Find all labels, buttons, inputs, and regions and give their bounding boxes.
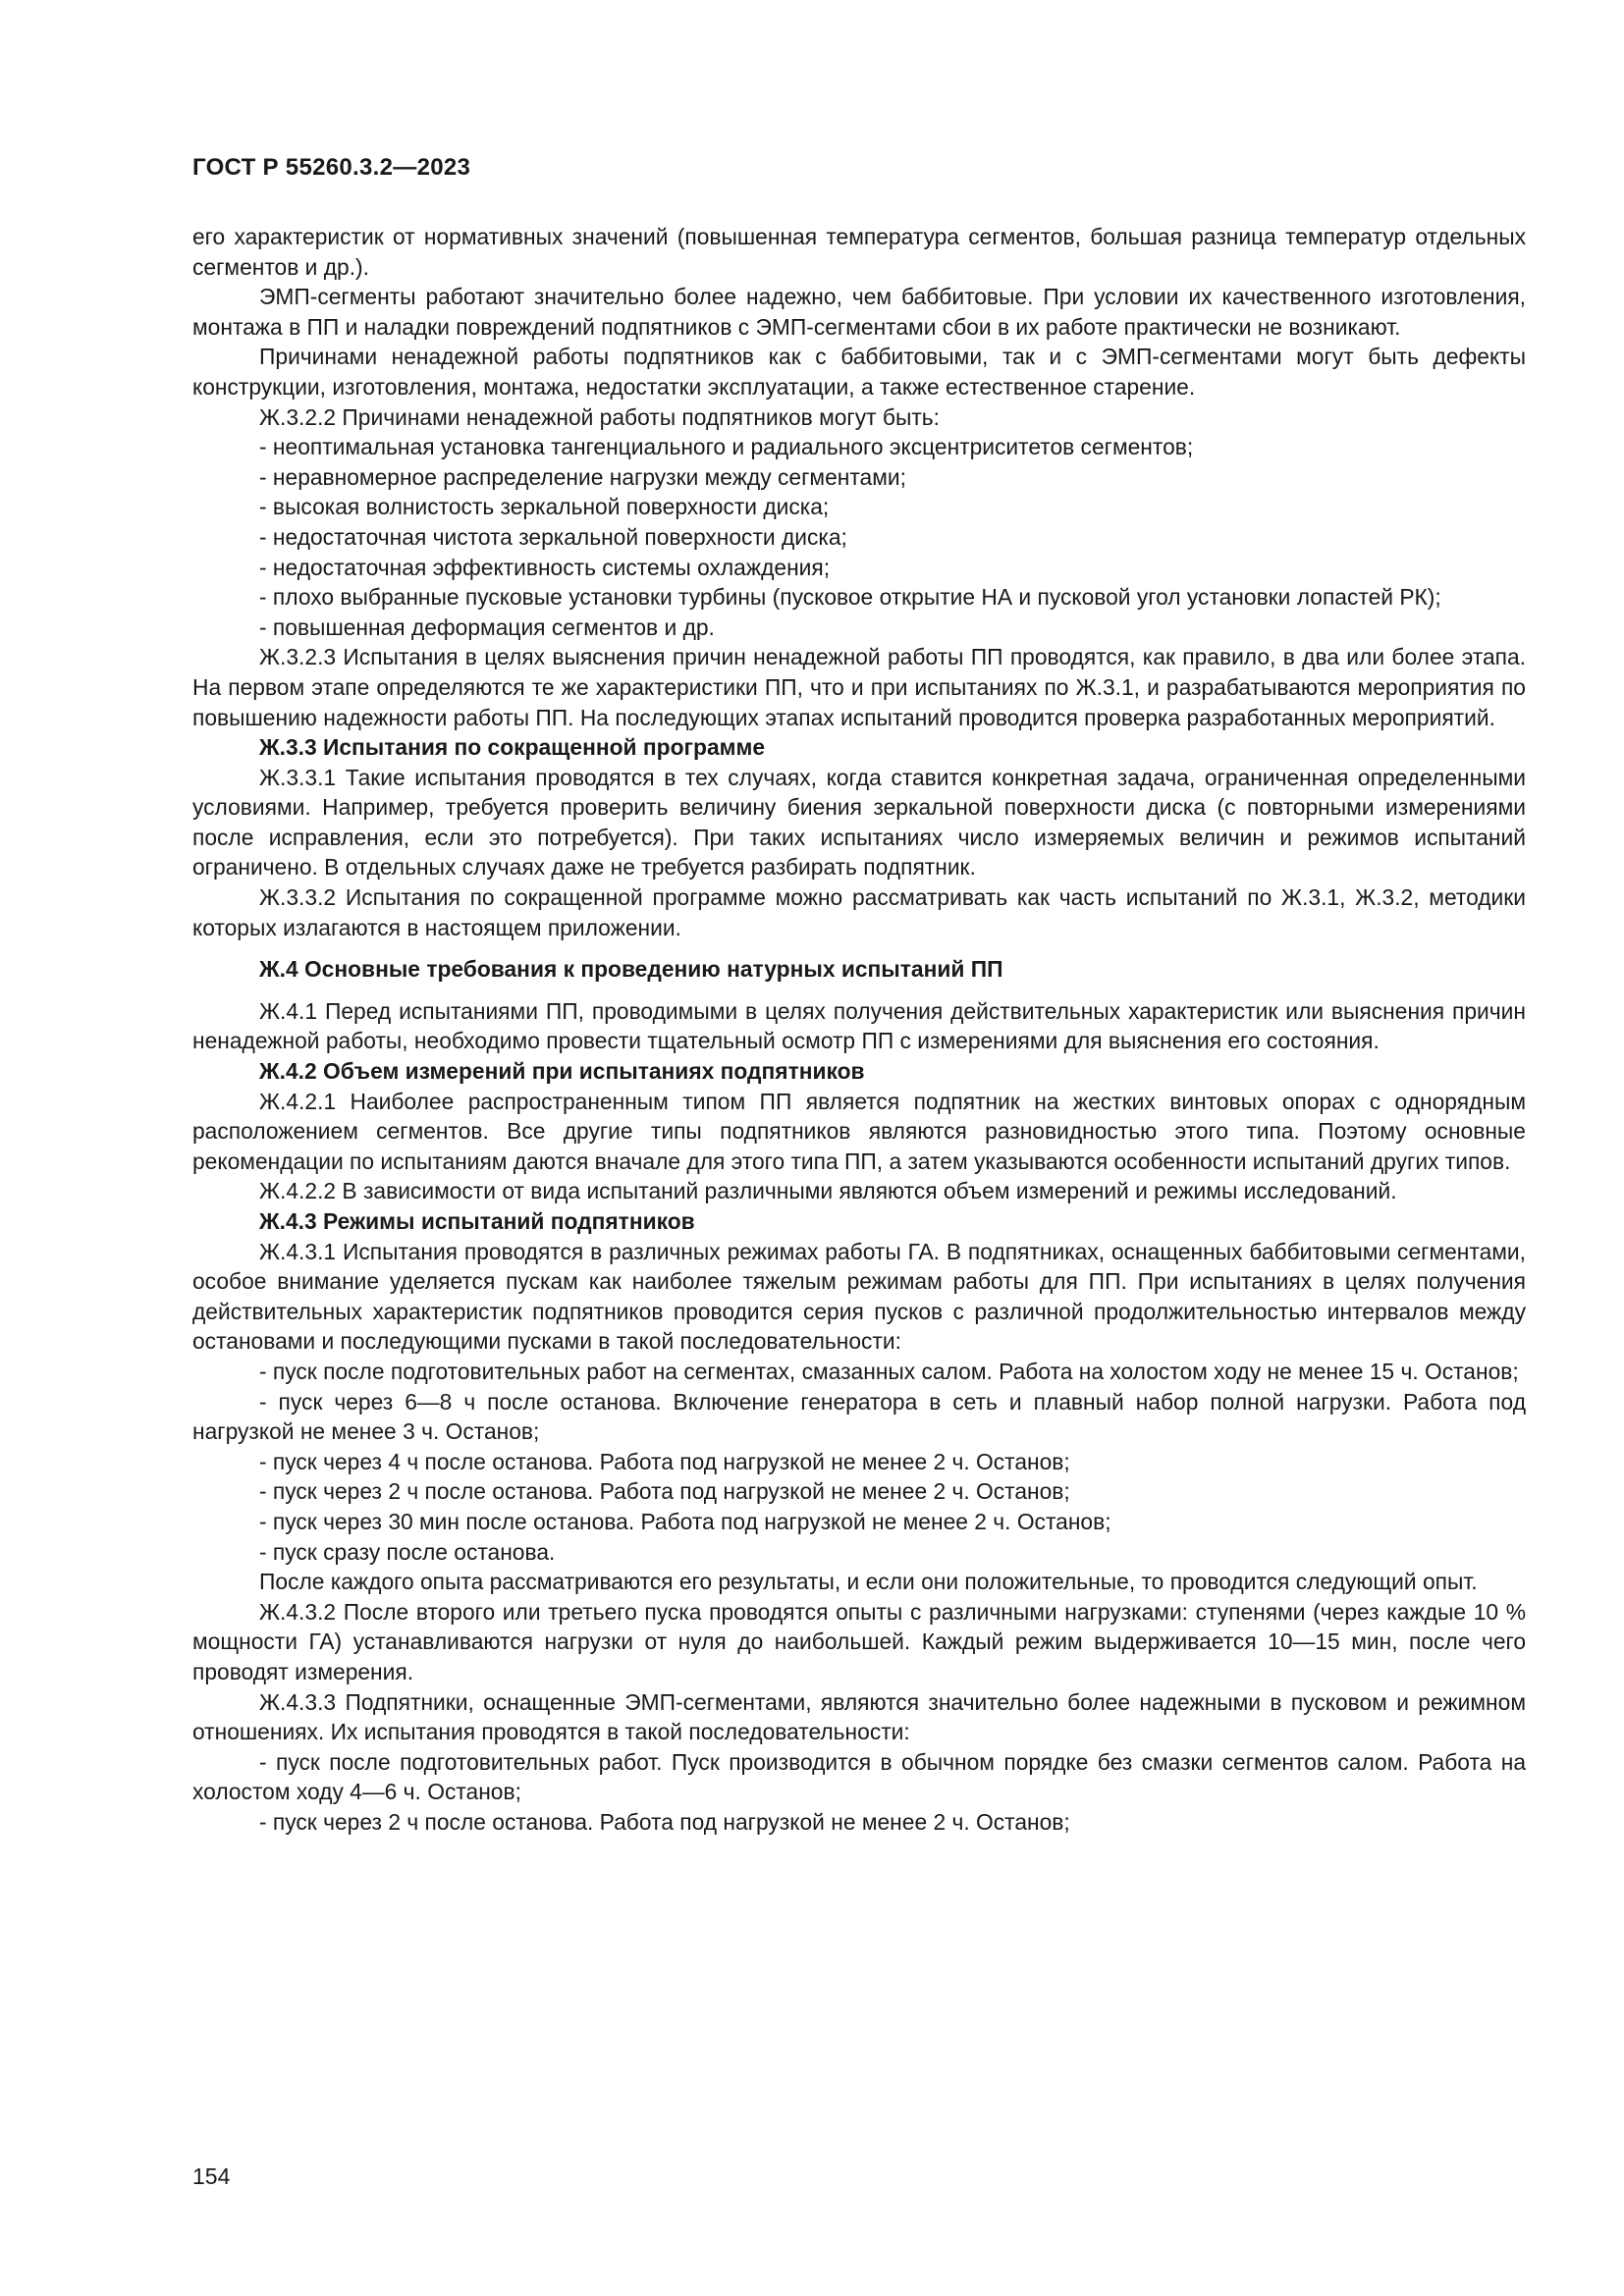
- page-number: 154: [192, 2163, 231, 2189]
- paragraph: Ж.4.3.3 Подпятники, оснащенные ЭМП-сегментами, являются значительно более надежными в пусковом и режимном отношениях. Их испытания проводятся в такой последовательности:: [192, 1688, 1526, 1745]
- paragraph: После каждого опыта рассматриваются его результаты, и если они положительные, то проводится следующий опыт.: [259, 1569, 1478, 1595]
- paragraph: Ж.4.2.2 В зависимости от вида испытаний различными являются объем измерений и режимы исследований.: [259, 1178, 1397, 1204]
- paragraph: - недостаточная эффективность системы охлаждения;: [259, 554, 831, 580]
- paragraph: Ж.3.2.3 Испытания в целях выяснения причин ненадежной работы ПП проводятся, как правило, в два или более этапа. На первом этапе определяются те же характеристики ПП, что и при испытаниях по Ж.3.1, и разрабатываются мероприятия по повышению надежности работы ПП. На последующих этапах испытаний проводится проверка разработанных мероприятий.: [192, 644, 1526, 730]
- paragraph: - неравномерное распределение нагрузки между сегментами;: [259, 463, 906, 490]
- paragraph: Ж.4.3.1 Испытания проводятся в различных режимах работы ГА. В подпятниках, оснащенных баббитовыми сегментами, особое внимание уделяется пускам как наиболее тяжелым режимам работы для ПП. При испытаниях в целях получения действительных характеристик подпятников проводится серия пусков с различной продолжительностью интервалов между остановами и последующими пусками в такой последовательности:: [192, 1238, 1526, 1355]
- paragraph: - пуск сразу после останова.: [259, 1538, 556, 1565]
- paragraph: - пуск после подготовительных работ. Пуск производится в обычном порядке без смазки сегментов салом. Работа на холостом ходу 4—6 ч. Останов;: [192, 1748, 1526, 1805]
- paragraph: - плохо выбранные пусковые установки турбины (пусковое открытие НА и пусковой угол установки лопастей РК);: [259, 584, 1441, 611]
- paragraph: - пуск после подготовительных работ на сегментах, смазанных салом. Работа на холостом ходу не менее 15 ч. Останов;: [259, 1358, 1519, 1384]
- paragraph: - пуск через 4 ч после останова. Работа под нагрузкой не менее 2 ч. Останов;: [259, 1448, 1070, 1474]
- paragraph: - высокая волнистость зеркальной поверхности диска;: [259, 494, 830, 520]
- paragraph: Ж.3.3.2 Испытания по сокращенной программе можно рассматривать как часть испытаний по Ж.3.1, Ж.3.2, методики которых излагаются в настоящем приложении.: [192, 884, 1526, 940]
- paragraph: Ж.4.1 Перед испытаниями ПП, проводимыми в целях получения действительных характеристик или выяснения причин ненадежной работы, необходимо провести тщательный осмотр ПП с измерениями для выяснения его состояния.: [192, 997, 1526, 1054]
- paragraph: его характеристик от нормативных значений (повышенная температура сегментов, большая разница температур отдельных сегментов и др.).: [192, 224, 1526, 280]
- paragraph: ЭМП-сегменты работают значительно более надежно, чем баббитовые. При условии их качественного изготовления, монтажа в ПП и наладки повреждений подпятников с ЭМП-сегментами сбои в их работе практически не возникают.: [192, 284, 1526, 340]
- section-heading: Ж.4.3 Режимы испытаний подпятников: [259, 1208, 695, 1234]
- section-heading: Ж.3.3 Испытания по сокращенной программе: [259, 734, 766, 761]
- section-heading: Ж.4.2 Объем измерений при испытаниях подпятников: [259, 1058, 865, 1085]
- section-heading: Ж.4 Основные требования к проведению натурных испытаний ПП: [259, 956, 1003, 983]
- paragraph: Ж.4.3.2 После второго или третьего пуска проводятся опыты с различными нагрузками: ступенями (через каждые 10 % мощности ГА) устанавливаются нагрузки от нуля до наибольшей. Каждый режим выдерживается 10—15 мин, после чего проводят измерения.: [192, 1598, 1526, 1684]
- paragraph: Причинами ненадежной работы подпятников как с баббитовыми, так и с ЭМП-сегментами могут быть дефекты конструкции, изготовления, монтажа, недостатки эксплуатации, а также естественное старение.: [192, 344, 1526, 400]
- paragraph: - неоптимальная установка тангенциального и радиального эксцентриситетов сегментов;: [259, 434, 1194, 460]
- paragraph: - пуск через 30 мин после останова. Работа под нагрузкой не менее 2 ч. Останов;: [259, 1508, 1111, 1534]
- paragraph: - пуск через 2 ч после останова. Работа под нагрузкой не менее 2 ч. Останов;: [259, 1478, 1070, 1505]
- paragraph: - повышенная деформация сегментов и др.: [259, 614, 715, 640]
- paragraph: Ж.4.2.1 Наиболее распространенным типом ПП является подпятник на жестких винтовых опорах с однорядным расположением сегментов. Все другие типы подпятников являются разновидностью этого типа. Поэтому основные рекомендации по испытаниям даются вначале для этого типа ПП, а затем указываются особенности испытаний других типов.: [192, 1088, 1526, 1174]
- paragraph: - недостаточная чистота зеркальной поверхности диска;: [259, 523, 847, 550]
- paragraph: Ж.3.3.1 Такие испытания проводятся в тех случаях, когда ставится конкретная задача, ограниченная определенными условиями. Например, требуется проверить величину биения зеркальной поверхности диска (с повторными измерениями после исправления, если это потребуется). При таких испытаниях число измеряемых величин и режимов испытаний ограничено. В отдельных случаях даже не требуется разбирать подпятник.: [192, 764, 1526, 881]
- paragraph: - пуск через 2 ч после останова. Работа под нагрузкой не менее 2 ч. Останов;: [259, 1808, 1070, 1835]
- document-header: ГОСТ Р 55260.3.2—2023: [192, 154, 471, 181]
- paragraph: Ж.3.2.2 Причинами ненадежной работы подпятников могут быть:: [259, 403, 941, 430]
- paragraph: - пуск через 6—8 ч после останова. Включение генератора в сеть и плавный набор полной нагрузки. Работа под нагрузкой не менее 3 ч. Останов;: [192, 1388, 1526, 1445]
- document-body: [192, 222, 1526, 1837]
